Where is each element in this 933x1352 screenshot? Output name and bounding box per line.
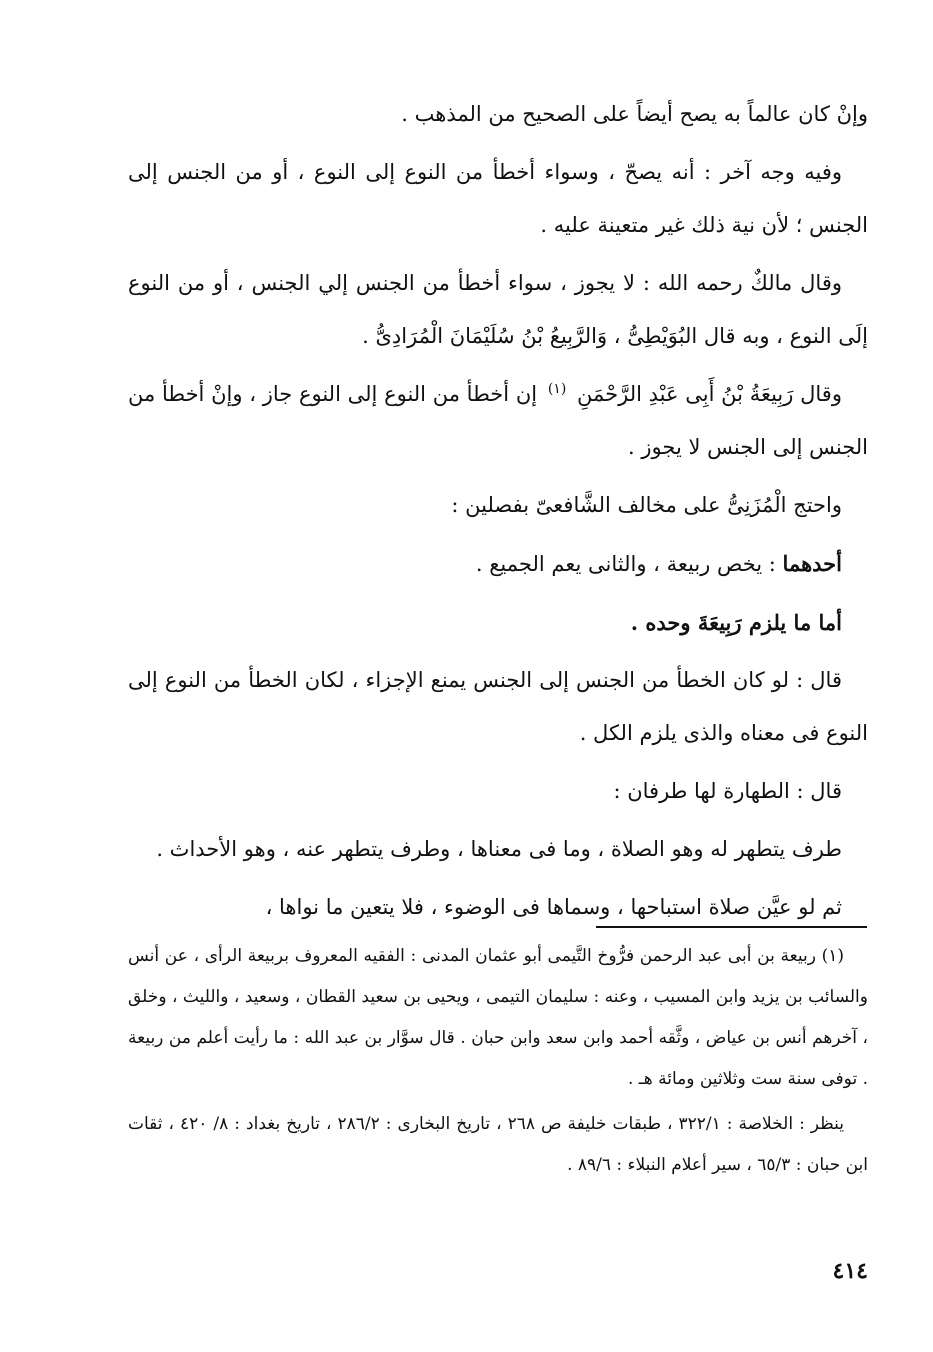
main-text <box>128 88 868 939</box>
rabia-name: وقال رَبِيعَةُ بْنُ أَبِى عَبْدِ الرَّحْمَنِ <box>577 382 842 406</box>
paragraph-2: وفيه وجه آخر : أنه يصحّ ، وسواء أخطأ من النوع إلى النوع ، أو من الجنس إلى الجنس ؛ لأن نية ذلك غير متعينة عليه . <box>128 160 868 237</box>
paragraph-3: وقال مالكٌ رحمه الله : لا يجوز ، سواء أخطأ من الجنس إلي الجنس ، أو من النوع إلَى النوع ، وبه قال البُوَيْطِىُّ ، وَالرَّبِيعُ بْنُ سُلَيْمَانَ الْمُرَادِىُّ . <box>128 271 868 348</box>
paragraph-8: قال : لو كان الخطأ من الجنس إلى الجنس يمنع الإجزاء ، لكان الخطأ من النوع إلى النوع فى معناه والذى يلزم الكل . <box>128 668 868 745</box>
paragraph-10: طرف يتطهر له وهو الصلاة ، وما فى معناها ، وطرف يتطهر عنه ، وهو الأحداث . <box>156 837 842 861</box>
footnote-1: (١) ربيعة بن أبى عبد الرحمن فرُّوخ التَّيمى أبو عثمان المدنى : الفقيه المعروف بربيعة الرأى ، عن أنس والسائب بن يزيد وابن المسيب ، وعنه : سليمان التيمى ، ويحيى بن سعيد القطان ، وسعيد ، والليث ، وخلق ، آخرهم أنس بن عياض ، وثَّقه أحمد وابن سعد وابن حبان . قال سوَّار بن عبد الله : ما رأيت أعلم من ربيعة . توفى سنة ست وثلاثين ومائة هـ . <box>128 946 868 1089</box>
footnotes <box>128 936 868 1190</box>
paragraph-4-text: إن أخطأ من النوع إلى النوع جاز ، وإنْ أخطأ من الجنس إلى الجنس لا يجوز . <box>128 382 868 459</box>
footnote-sources: ينظر : الخلاصة : ٣٢٢/١ ، طبقات خليفة ص ٢٦٨ ، تاريخ البخارى : ٢٨٦/٢ ، تاريخ بغداد : ٨/ ٤٢٠ ، ثقات ابن حبان : ٦٥/٣ ، سير أعلام النبلاء : ٨٩/٦ . <box>128 1114 868 1175</box>
paragraph-11: ثم لو عيَّن صلاة استباحها ، وسماها فى الوضوء ، فلا يتعين ما نواها ، <box>265 895 842 919</box>
footnote-reference[interactable]: (١) <box>547 381 567 397</box>
paragraph-7: أما ما يلزم رَبِيعَةَ وحده . <box>630 610 842 635</box>
paragraph-1: وإنْ كان عالماً به يصح أيضاً على الصحيح من المذهب . <box>401 102 868 126</box>
page-number: ٤١٤ <box>832 1258 868 1284</box>
paragraph-4 <box>128 368 868 474</box>
paragraph-6 <box>128 537 868 591</box>
first-point-label: أحدهما <box>782 551 842 576</box>
paragraph-9: قال : الطهارة لها طرفان : <box>613 779 842 803</box>
footnote-separator <box>596 926 867 928</box>
paragraph-5: واحتج الْمُزَنِىُّ على مخالف الشَّافعىّ بفصلين : <box>451 493 842 517</box>
first-point-text: : يخص ربيعة ، والثانى يعم الجميع . <box>475 552 776 576</box>
